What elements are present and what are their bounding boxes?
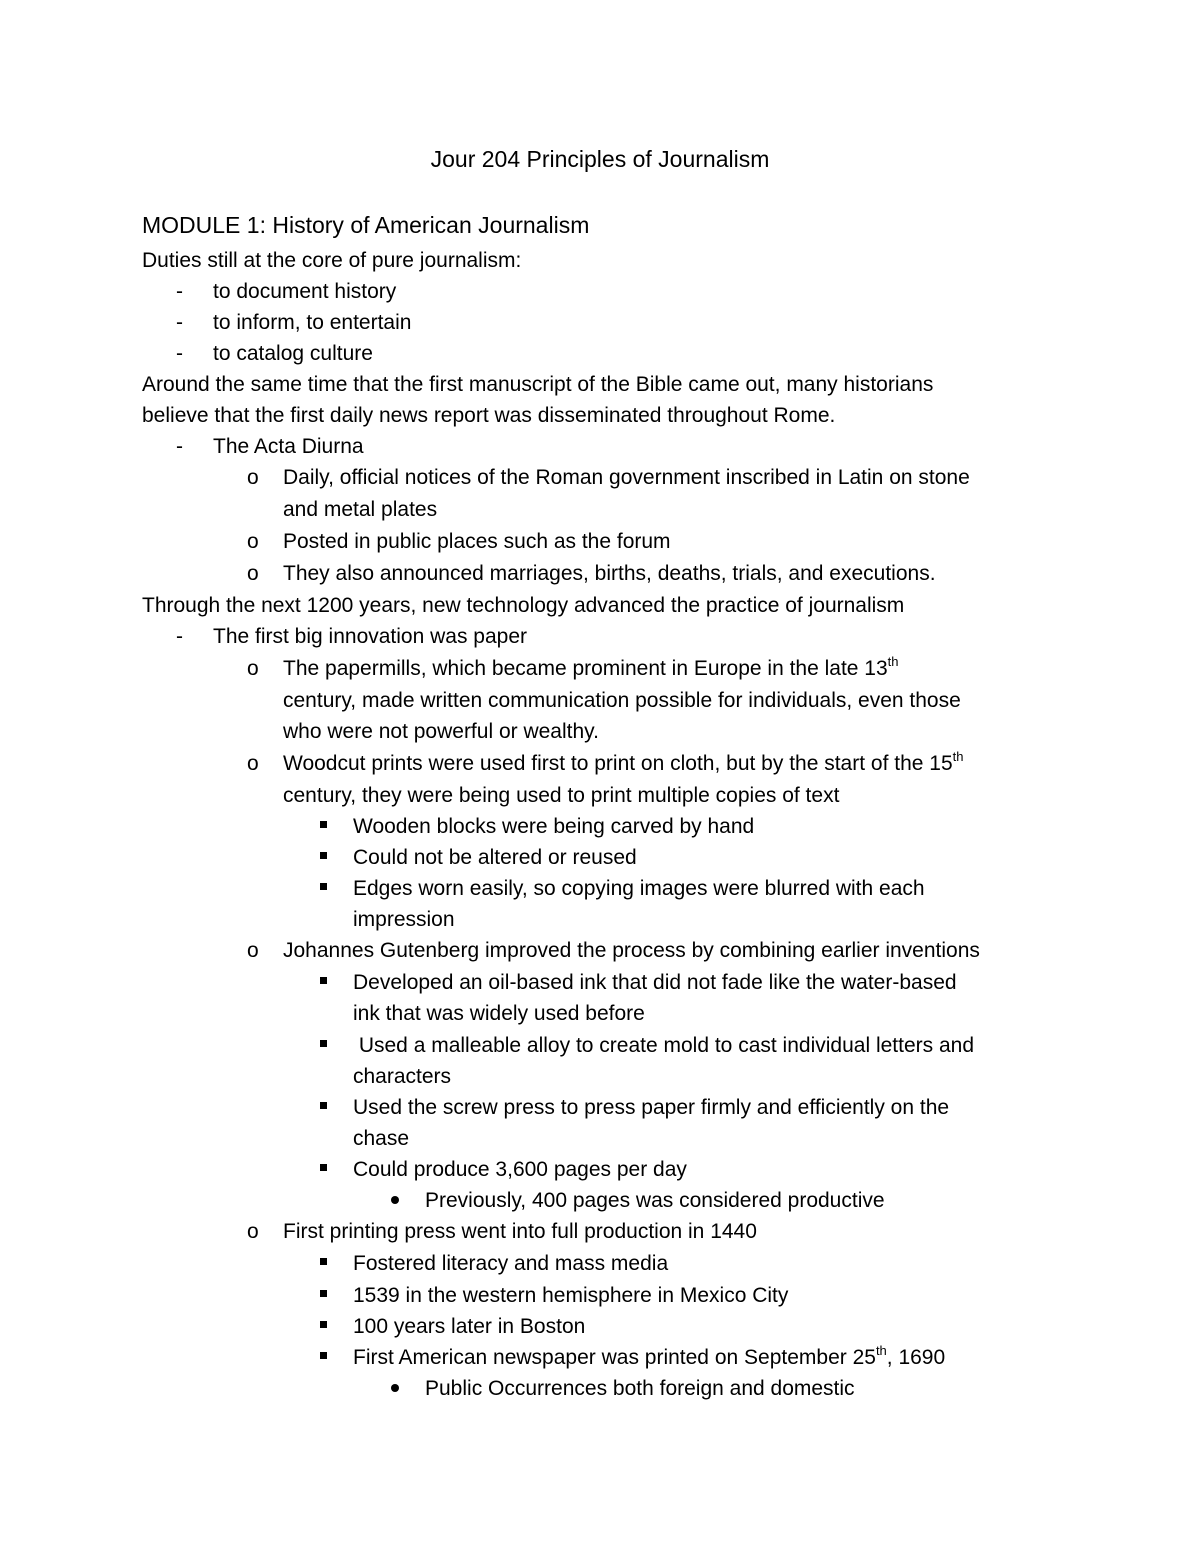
list-item: First printing press went into full production in 1440 (283, 1220, 757, 1243)
list-item: The first big innovation was paper (213, 625, 528, 648)
square-bullet (320, 1102, 327, 1109)
circle-bullet: o (247, 466, 259, 489)
module-heading: MODULE 1: History of American Journalism (142, 212, 590, 238)
list-item: Johannes Gutenberg improved the process by combining earlier inventions (283, 939, 980, 962)
list-item-continuation: impression (353, 908, 455, 931)
circle-bullet: o (247, 939, 259, 962)
dash-bullet: - (176, 311, 183, 334)
paragraph-line: Through the next 1200 years, new technology advanced the practice of journalism (142, 594, 905, 617)
circle-bullet: o (247, 752, 259, 775)
square-bullet (320, 1290, 327, 1297)
list-item-continuation: and metal plates (283, 498, 438, 521)
woodcut-text: Woodcut prints were used first to print on cloth, but by the start of the 15 (283, 752, 953, 775)
paragraph-line: believe that the first daily news report was disseminated throughout Rome. (142, 404, 836, 427)
square-bullet (320, 1164, 327, 1171)
list-item: They also announced marriages, births, deaths, trials, and executions. (283, 562, 936, 585)
square-bullet (320, 883, 327, 890)
list-item: Used the screw press to press paper firmly and efficiently on the (353, 1096, 950, 1119)
square-bullet (320, 852, 327, 859)
superscript: th (887, 654, 899, 669)
list-item: Wooden blocks were being carved by hand (353, 815, 755, 838)
list-item: Could not be altered or reused (353, 846, 637, 869)
list-item: to catalog culture (213, 342, 373, 365)
square-bullet (320, 1258, 327, 1265)
list-item-continuation: characters (353, 1065, 452, 1088)
list-item: Developed an oil-based ink that did not fade like the water-based (353, 971, 957, 994)
list-item: Used a malleable alloy to create mold to cast individual letters and (353, 1034, 974, 1057)
list-item (353, 1342, 945, 1373)
square-bullet (320, 1352, 327, 1359)
circle-bullet: o (247, 1220, 259, 1243)
list-item-continuation: chase (353, 1127, 410, 1150)
list-item: 100 years later in Boston (353, 1315, 586, 1338)
list-item-continuation: century, they were being used to print multiple copies of text (283, 784, 840, 807)
circle-bullet: o (247, 562, 259, 585)
list-item: Posted in public places such as the forum (283, 530, 671, 553)
superscript: th (875, 1343, 887, 1358)
list-item: Fostered literacy and mass media (353, 1252, 669, 1275)
list-item: Daily, official notices of the Roman government inscribed in Latin on stone (283, 466, 970, 489)
list-item: 1539 in the western hemisphere in Mexico City (353, 1284, 789, 1307)
newspaper-text: First American newspaper was printed on September 25 (353, 1346, 876, 1369)
dash-bullet: - (176, 342, 183, 365)
square-bullet (320, 977, 327, 984)
dash-bullet: - (176, 280, 183, 303)
newspaper-year: , 1690 (886, 1346, 946, 1369)
square-bullet (320, 821, 327, 828)
list-item: to inform, to entertain (213, 311, 412, 334)
list-item: Could produce 3,600 pages per day (353, 1158, 687, 1181)
list-item: The Acta Diurna (213, 435, 364, 458)
square-bullet (320, 1321, 327, 1328)
list-item: to document history (213, 280, 397, 303)
paragraph-line: Around the same time that the first manuscript of the Bible came out, many historians (142, 373, 934, 396)
round-bullet (391, 1196, 399, 1204)
list-item-continuation: who were not powerful or wealthy. (283, 720, 599, 743)
circle-bullet: o (247, 530, 259, 553)
list-item: Previously, 400 pages was considered productive (425, 1189, 885, 1212)
page-title: Jour 204 Principles of Journalism (430, 146, 770, 172)
list-item (283, 653, 899, 684)
superscript: th (952, 749, 964, 764)
circle-bullet: o (247, 657, 259, 680)
square-bullet (320, 1040, 327, 1047)
round-bullet (391, 1384, 399, 1392)
papermills-text: The papermills, which became prominent in Europe in the late 13 (283, 657, 888, 680)
list-item (283, 748, 963, 779)
intro-text: Duties still at the core of pure journalism: (142, 249, 522, 272)
list-item-continuation: ink that was widely used before (353, 1002, 645, 1025)
dash-bullet: - (176, 625, 183, 648)
list-item: Edges worn easily, so copying images were blurred with each (353, 877, 925, 900)
list-item-continuation: century, made written communication possible for individuals, even those (283, 689, 961, 712)
dash-bullet: - (176, 435, 183, 458)
list-item: Public Occurrences both foreign and domestic (425, 1377, 855, 1400)
